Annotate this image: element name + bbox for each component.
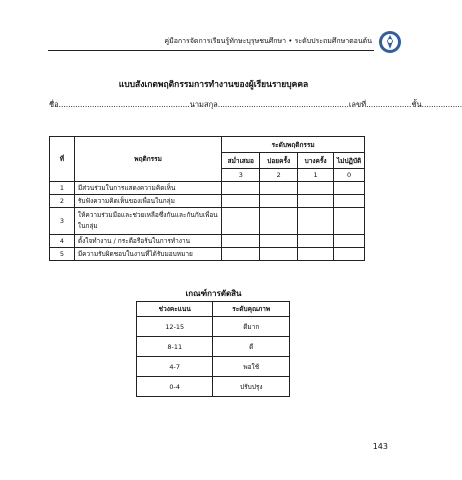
quality-level: พอใช้ (213, 357, 290, 377)
behavior-text: มีส่วนร่วมในการแสดงความคิดเห็น (74, 182, 221, 195)
header-quality-level: ระดับคุณภาพ (213, 302, 290, 317)
header-no: ที่ (50, 137, 75, 182)
table-row (137, 317, 290, 337)
row-number: 4 (50, 235, 75, 248)
table-row (137, 377, 290, 397)
behavior-text: มีความรับผิดชอบในงานที่ได้รับมอบหมาย (74, 248, 221, 261)
level-cell[interactable] (334, 235, 365, 248)
level-cell[interactable] (222, 235, 260, 248)
header-score: 3 (222, 169, 260, 182)
page-number: 143 (372, 442, 388, 451)
header-score: 1 (298, 169, 334, 182)
score-range: 8-11 (137, 337, 213, 357)
header-level: บางครั้ง (298, 153, 334, 169)
level-cell[interactable] (298, 182, 334, 195)
criteria-title: เกณฑ์การตัดสิน (185, 289, 242, 298)
level-cell[interactable] (222, 248, 260, 261)
table-row (50, 235, 365, 248)
level-cell[interactable] (298, 235, 334, 248)
behavior-text: ให้ความร่วมมือและช่วยเหลือซึ่งกันและกันกับเพื่อนในกลุ่ม (74, 208, 221, 235)
level-cell[interactable] (334, 208, 365, 235)
level-cell[interactable] (260, 182, 298, 195)
criteria-table (136, 301, 290, 397)
level-cell[interactable] (260, 248, 298, 261)
level-cell[interactable] (222, 182, 260, 195)
header-score: 0 (334, 169, 365, 182)
row-number: 2 (50, 195, 75, 208)
row-number: 5 (50, 248, 75, 261)
level-cell[interactable] (334, 248, 365, 261)
level-cell[interactable] (260, 235, 298, 248)
level-cell[interactable] (260, 195, 298, 208)
form-title: แบบสังเกตพฤติกรรมการทำงานของผู้เรียนรายบุคคล (118, 80, 309, 90)
table-row (50, 195, 365, 208)
student-info-line: ชื่อ.......................................................นามสกุล.......................................................เลขที่...................ชั้น................. (49, 100, 462, 109)
level-cell[interactable] (222, 195, 260, 208)
header-score-range: ช่วงคะแนน (137, 302, 213, 317)
header-level: สม่ำเสมอ (222, 153, 260, 169)
row-number: 1 (50, 182, 75, 195)
header-behavior: พฤติกรรม (74, 137, 221, 182)
level-cell[interactable] (334, 182, 365, 195)
header-level: ไม่ปฏิบัติ (334, 153, 365, 169)
header-score: 2 (260, 169, 298, 182)
header-divider (48, 50, 374, 51)
score-range: 4-7 (137, 357, 213, 377)
table-row (50, 182, 365, 195)
level-cell[interactable] (298, 208, 334, 235)
level-cell[interactable] (298, 195, 334, 208)
quality-level: ปรับปรุง (213, 377, 290, 397)
school-emblem-icon (378, 30, 402, 54)
behavior-text: ตั้งใจทำงาน / กระตือรือร้นในการทำงาน (74, 235, 221, 248)
header-level: บ่อยครั้ง (260, 153, 298, 169)
level-cell[interactable] (222, 208, 260, 235)
level-cell[interactable] (260, 208, 298, 235)
row-number: 3 (50, 208, 75, 235)
table-row (137, 337, 290, 357)
level-cell[interactable] (298, 248, 334, 261)
level-cell[interactable] (334, 195, 365, 208)
behavior-table (49, 136, 365, 261)
table-row (137, 357, 290, 377)
quality-level: ดี (213, 337, 290, 357)
score-range: 0-4 (137, 377, 213, 397)
header-level-group: ระดับพฤติกรรม (222, 137, 365, 153)
quality-level: ดีมาก (213, 317, 290, 337)
table-row (50, 208, 365, 235)
score-range: 12-15 (137, 317, 213, 337)
table-row (50, 248, 365, 261)
page-header-title: คู่มือการจัดการเรียนรู้ทักษะบุรุษชนศึกษา • ระดับประถมศึกษาตอนต้น (164, 37, 372, 45)
behavior-text: รับฟังความคิดเห็นของเพื่อนในกลุ่ม (74, 195, 221, 208)
